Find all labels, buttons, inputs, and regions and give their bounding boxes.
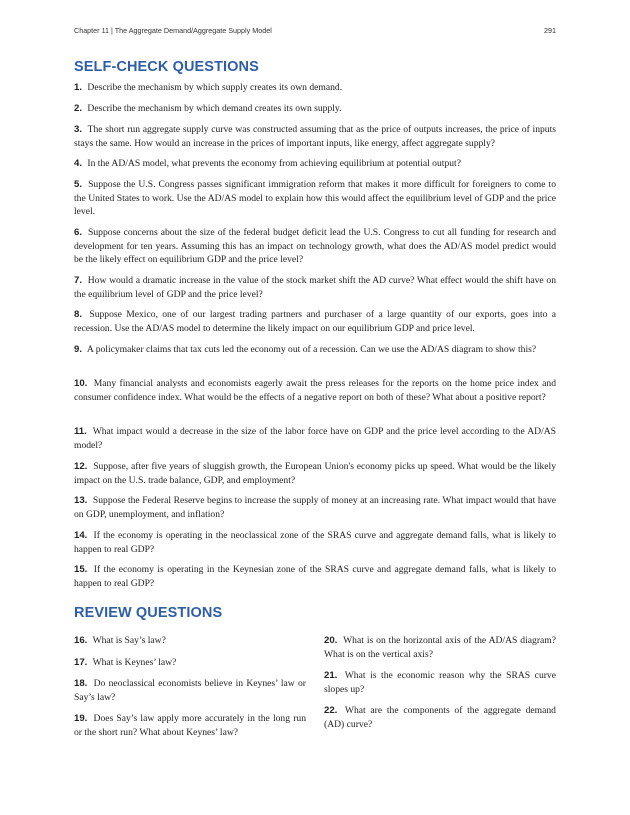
question-11: 11. What impact would a decrease in the size of the labor force have on GDP and the price level according to the AD/AS model? <box>74 426 556 451</box>
question-13: 13. Suppose the Federal Reserve begins to increase the supply of money at an increasing rate. What impact would that have on GDP, unemployment, and inflation? <box>74 495 556 520</box>
question-10: 10. Many financial analysts and economists eagerly await the press releases for the reports on the home price index and consumer confidence index. What would be the effects of a negative report on both of these? What about a positive report? <box>74 378 557 403</box>
question-1: 1. Describe the mechanism by which supply creates its own demand. <box>74 82 343 93</box>
self-check-heading: SELF-CHECK QUESTIONS <box>74 59 259 75</box>
question-9: 9. A policymaker claims that tax cuts led the economy out of a recession. Can we use the AD/AS diagram to show this? <box>74 344 537 355</box>
chapter-title: Chapter 11 | The Aggregate Demand/Aggregate Supply Model <box>74 26 272 35</box>
question-22: 22. What are the components of the aggregate demand (AD) curve? <box>324 705 556 730</box>
question-21: 21. What is the economic reason why the SRAS curve slopes up? <box>324 670 556 695</box>
question-3: 3. The short run aggregate supply curve was constructed assuming that as the price of outputs increases, the price of inputs stays the same. How would an increase in the prices of important inputs, like energy, affect aggregate supply? <box>74 124 556 149</box>
question-12: 12. Suppose, after five years of sluggish growth, the European Union's economy picks up speed. What would be the likely impact on the U.S. trade balance, GDP, and employment? <box>74 461 556 486</box>
question-7: 7. How would a dramatic increase in the value of the stock market shift the AD curve? What effect would the shift have on the equilibrium level of GDP and the price level? <box>74 275 556 300</box>
question-14: 14. If the economy is operating in the neoclassical zone of the SRAS curve and aggregate demand falls, what is likely to happen to real GDP? <box>74 530 557 555</box>
question-15: 15. If the economy is operating in the Keynesian zone of the SRAS curve and aggregate demand falls, what is likely to happen to real GDP? <box>74 564 556 589</box>
question-17: 17. What is Keynes’ law? <box>74 657 177 668</box>
running-header <box>74 26 556 38</box>
question-4: 4. In the AD/AS model, what prevents the economy from achieving equilibrium at potential output? <box>74 158 461 169</box>
question-16: 16. What is Say’s law? <box>74 635 166 646</box>
review-heading: REVIEW QUESTIONS <box>74 605 223 621</box>
page-number: 291 <box>544 26 556 35</box>
question-20: 20. What is on the horizontal axis of the AD/AS diagram? What is on the vertical axis? <box>324 635 556 660</box>
question-5: 5. Suppose the U.S. Congress passes significant immigration reform that makes it more difficult for foreigners to come to the United States to work. Use the AD/AS model to explain how this would affect the equilibrium level of GDP and the price level. <box>74 179 556 218</box>
question-2: 2. Describe the mechanism by which demand creates its own supply. <box>74 103 342 114</box>
question-18: 18. Do neoclassical economists believe in Keynes’ law or Say’s law? <box>74 678 306 703</box>
question-6: 6. Suppose concerns about the size of the federal budget deficit lead the U.S. Congress to cut all funding for research and development for ten years. Assuming this has an impact on technology growth, what does the AD/AS model predict would be the likely effect on equilibrium GDP and the price level? <box>74 227 557 266</box>
question-19: 19. Does Say’s law apply more accurately in the long run or the short run? What about Keynes’ law? <box>74 713 306 738</box>
question-8: 8. Suppose Mexico, one of our largest trading partners and purchaser of a large quantity of our exports, goes into a recession. Use the AD/AS model to determine the likely impact on our equilibrium GDP and price level. <box>74 309 556 334</box>
